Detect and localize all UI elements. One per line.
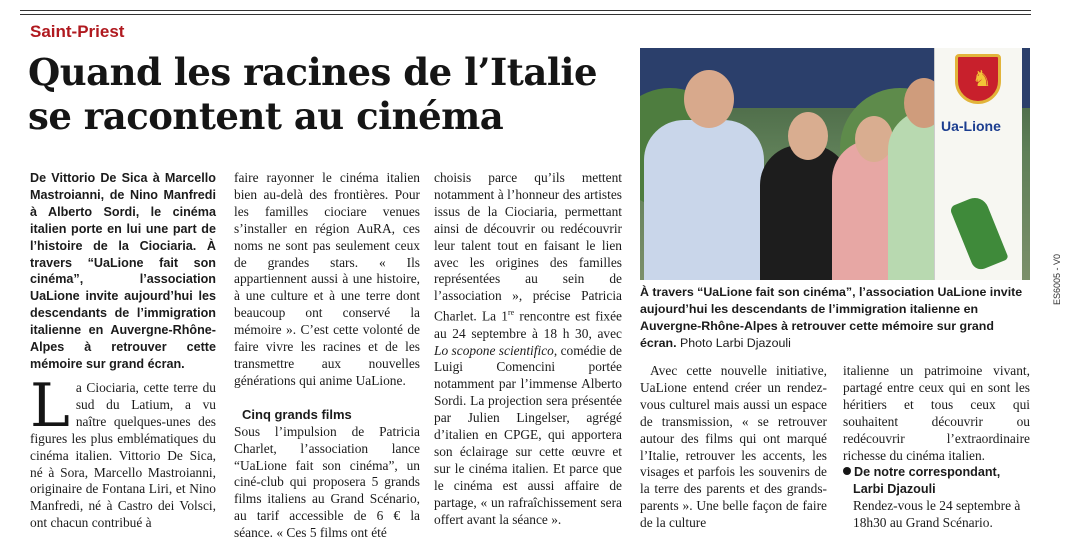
side-reference-code: ES6005 - V0 [1052,253,1062,305]
film-title: Lo scopone scientifico [434,342,554,358]
photo-caption [640,284,1030,352]
top-rule-secondary [20,14,1031,15]
column-3 [434,170,622,529]
column-1-text: a Ciociaria, cette terre du sud du Latium, a vu naître quelques-unes des figures les plus emblématiques du cinéma italien. Vittorio De Sica, né à Sora, Marcello Mastroianni, originaire de Fontana Liri, et Nino Manfredi, né à Castro dei Volsci, ont chacun contribué à [30,380,216,531]
lion-icon: ♞ [972,67,992,92]
lead-paragraph: De Vittorio De Sica à Marcello Mastroianni, de Nino Manfredi à Alberto Sordi, le cinéma italien porte en lui une part de l’histoire de la Ciociaria. À travers “UaLione fait son cinéma”, l’association UaLione invite aujourd’hui les descendants de l’immigration italienne en Auvergne-Rhône-Alpes à retrouver cette mémoire sur grand écran. [30,171,216,371]
column-3-text-b: rencontre est fixée au 24 septembre à 18 h 30, avec [434,308,622,341]
ordinal-superscript: re [507,308,515,318]
italy-map-icon [949,194,1009,272]
column-1-body [30,371,216,532]
subheading-cinq-grands-films: Cinq grands films [242,406,352,422]
photo-person-man-left [644,120,764,280]
photo-person-head [684,70,734,128]
coat-of-arms-icon [955,54,1001,104]
headline-line-1: Quand les racines de l’Italie [28,50,598,94]
association-banner [934,48,1022,280]
headline-line-2: se racontent au cinéma [28,94,504,138]
photo-credit: Photo Larbi Djazouli [679,335,791,350]
drop-cap: L [30,371,70,441]
column-4 [640,363,827,532]
column-2 [234,170,420,542]
top-rule [20,10,1031,11]
column-3-paragraph [434,170,622,529]
kicker-location: Saint-Priest [30,22,125,41]
banner-association-name: Ua-Lione [941,118,1001,134]
column-2-paragraph-2: Sous l’impulsion de Patricia Charlet, l’association lance “UaLione fait son cinéma”, un ciné-club qui proposera 5 grands films italiens au Grand Scénario, au tarif accessible de 6 € la séance. « Ces 5 films ont été [234,423,420,541]
column-3-text-a: choisis parce qu’ils mettent notamment à l’honneur des artistes issus de la Ciociaria, permettant ainsi de découvrir ou redécouvrir leur talent tout en faisant le lien avec les origines des familles représentées au sein de l’association », précise Patricia Charlet. La 1 [434,170,622,324]
column-3-text-c: , comédie de Luigi Comencini portée notamment par l’immense Alberto Sordi. La projection sera présentée par Julien Lingelser, agrégé d’italien en CPGE, qui apportera son éclairage sur cette œuvre et sur le cinéma italien. Et parce que le cinéma est aussi affaire de partage, « un rafraîchissement sera offert avant la séance ». [434,342,622,527]
photo-person-head [788,112,828,160]
column-2-paragraph-1: faire rayonner le cinéma italien bien au-delà des frontières. Pour les familles ciociare venues s’installer en région AuRA, ces noms ne sont pas seulement ceux de grandes stars. « Ils appartiennent aussi à une histoire, à une culture et à une terre dont beaucoup ont conservé la mémoire ». C’est cette volonté de faire vivre les racines et de les transmettre aux nouvelles générations qui anime UaLione. [234,170,420,388]
correspondent-name: Larbi Djazouli [853,482,936,497]
column-5-paragraph: italienne un patrimoine vivant, partagé entre ceux qui en sont les héritiers et tous ceux qui souhaitent découvrir ou redécouvrir l’extraordinaire richesse du cinéma italien. [843,363,1030,463]
headline [28,50,628,138]
caption-text: À travers “UaLione fait son cinéma”, l’association UaLione invite aujourd’hui les descendants de l’immigration italienne en Auvergne-Rhône-Alpes à retrouver cette mémoire sur grand écran. [640,285,1023,350]
column-5 [843,363,1030,532]
column-4-paragraph: Avec cette nouvelle initiative, UaLione entend créer un rendez-vous culturel mais aussi un espace de transmission, « se retrouver autour des films qui ont marqué l’Italie, retrouver les accents, les visages et parfois les souvenirs de la terre des parents et des grands-parents ». Une belle façon de faire de la culture [640,363,827,531]
correspondent-signature [843,464,1030,498]
bullet-icon [843,467,851,475]
article-photo [640,48,1030,280]
event-info: Rendez-vous le 24 septembre à 18h30 au Grand Scénario. [853,498,1021,531]
correspondent-label: De notre correspondant, [854,465,1001,480]
